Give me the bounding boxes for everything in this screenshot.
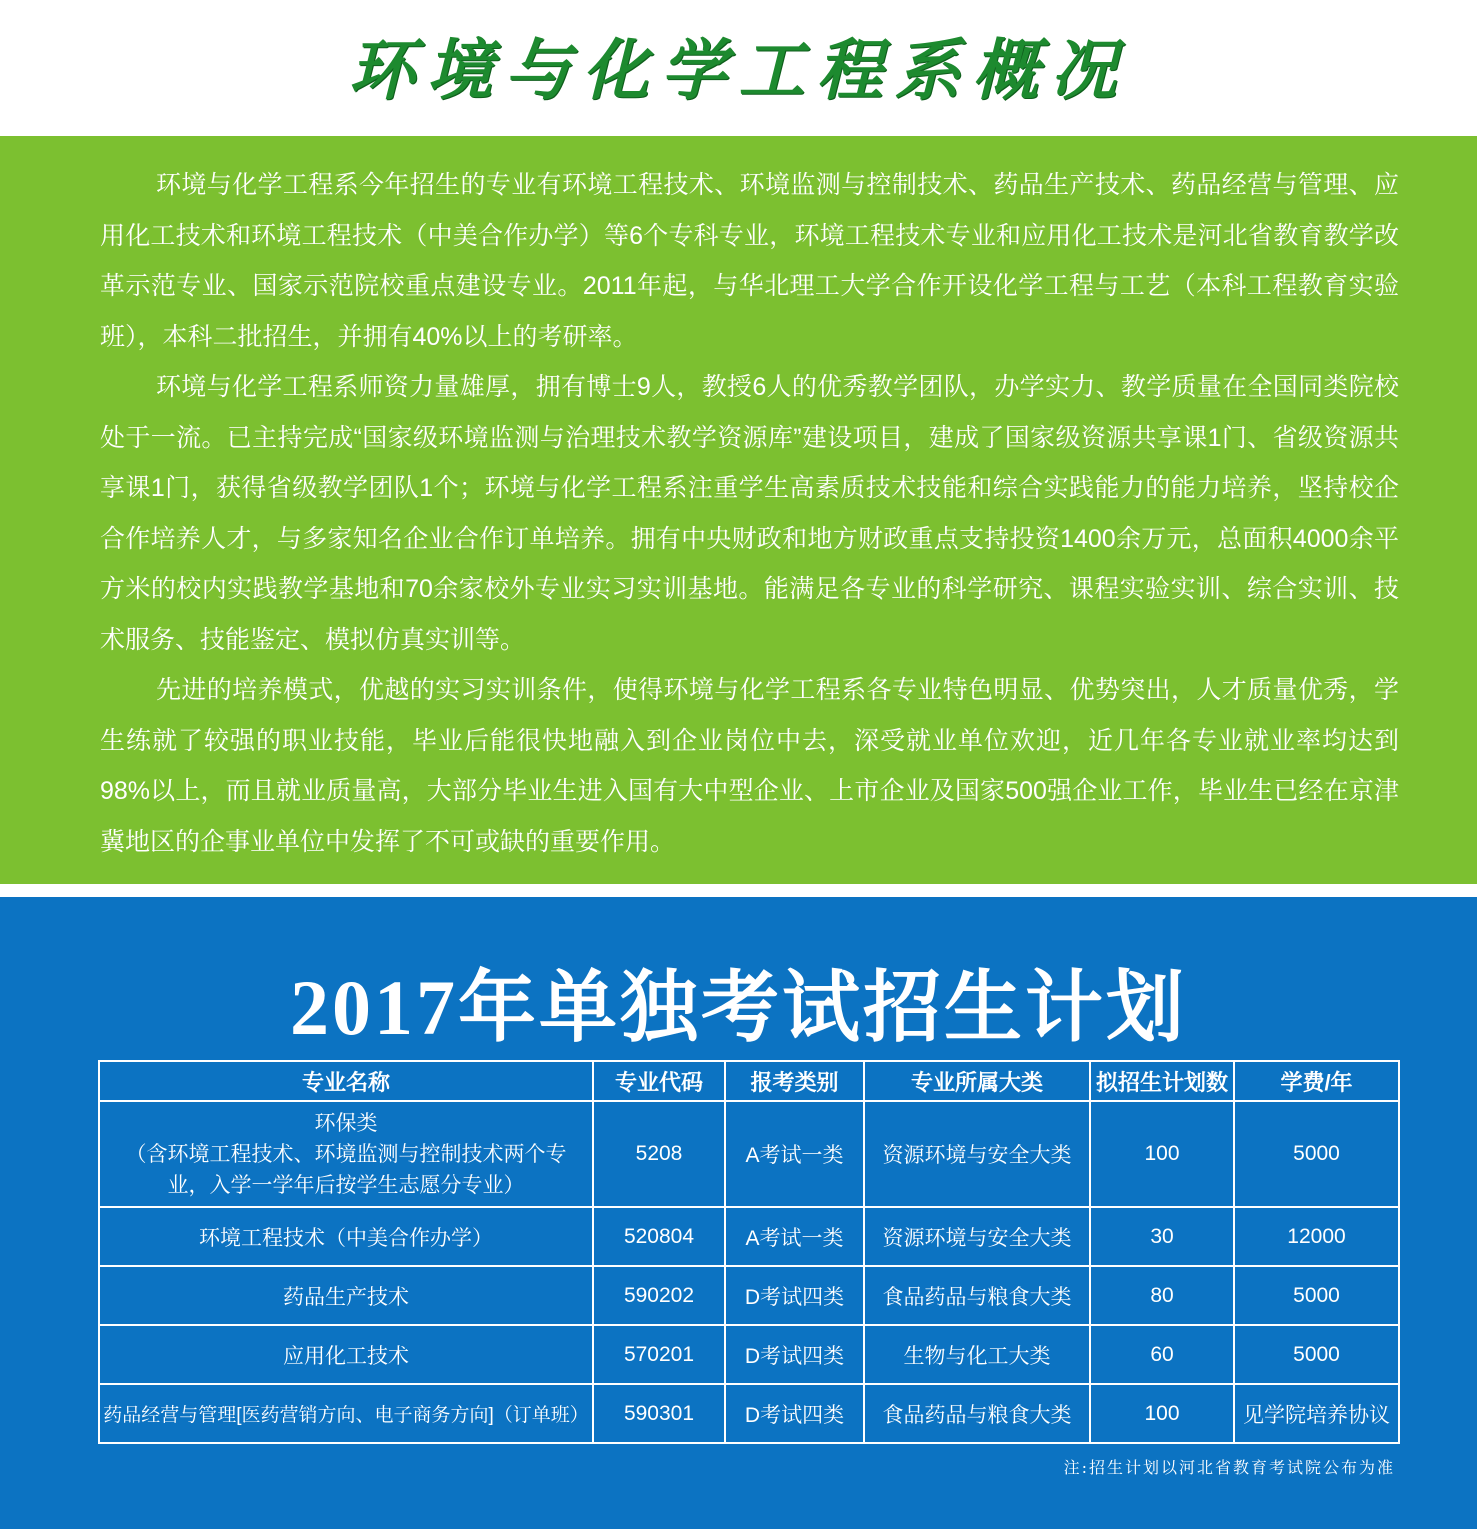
intro-paragraph-3: 先进的培养模式，优越的实习实训条件，使得环境与化学工程系各专业特色明显、优势突出，人才质量优秀，学生练就了较强的职业技能，毕业后能很快地融入到企业岗位中去，深受就业单位欢迎，近几年各专业就业率均达到98%以上，而且就业质量高，大部分毕业生进入国有大中型企业、上市企业及国家500强企业工作，毕业生已经在京津冀地区的企事业单位中发挥了不可或缺的重要作用。 <box>100 676 1399 856</box>
cell-tuition: 5000 <box>1234 1325 1399 1384</box>
cell-major-class: 资源环境与安全大类 <box>864 1207 1090 1266</box>
cell-tuition: 5000 <box>1234 1266 1399 1325</box>
table-row <box>99 1266 1399 1325</box>
cell-major-code: 590301 <box>593 1384 725 1443</box>
cell-major-name: 药品生产技术 <box>99 1266 593 1325</box>
footnote: 注:招生计划以河北省教育考试院公布为准 <box>1063 1458 1395 1477</box>
cell-quota: 60 <box>1090 1325 1234 1384</box>
intro-section <box>0 136 1477 884</box>
cell-exam-category: A考试一类 <box>725 1101 864 1207</box>
cell-major-name: 环境工程技术（中美合作办学） <box>99 1207 593 1266</box>
cell-tuition: 5000 <box>1234 1101 1399 1207</box>
plan-title: 2017年单独考试招生计划 <box>289 964 1187 1051</box>
table-row <box>99 1384 1399 1443</box>
cell-major-code: 520804 <box>593 1207 725 1266</box>
cell-quota: 100 <box>1090 1101 1234 1207</box>
cell-quota: 100 <box>1090 1384 1234 1443</box>
table-header-row <box>99 1061 1399 1101</box>
cell-major-code: 570201 <box>593 1325 725 1384</box>
table-row <box>99 1101 1399 1207</box>
cell-quota: 80 <box>1090 1266 1234 1325</box>
cell-major-name <box>99 1101 593 1207</box>
header-exam-category: 报考类别 <box>725 1061 864 1101</box>
table-row <box>99 1207 1399 1266</box>
table-row <box>99 1325 1399 1384</box>
major-name-line: 业，入学一学年后按学生志愿分专业） <box>167 1173 525 1197</box>
page-title: 环境与化学工程系概况 <box>348 30 1129 109</box>
major-name-line: 环保类 <box>314 1111 378 1135</box>
cell-major-class: 食品药品与粮食大类 <box>864 1384 1090 1443</box>
major-name-line: （含环境工程技术、环境监测与控制技术两个专 <box>125 1142 567 1166</box>
cell-exam-category: D考试四类 <box>725 1325 864 1384</box>
header-major-code: 专业代码 <box>593 1061 725 1101</box>
header-tuition: 学费/年 <box>1234 1061 1399 1101</box>
cell-major-class: 食品药品与粮食大类 <box>864 1266 1090 1325</box>
header-major-class: 专业所属大类 <box>864 1061 1090 1101</box>
intro-paragraph-1: 环境与化学工程系今年招生的专业有环境工程技术、环境监测与控制技术、药品生产技术、药品经营与管理、应用化工技术和环境工程技术（中美合作办学）等6个专科专业，环境工程技术专业和应用化工技术是河北省教育教学改革示范专业、国家示范院校重点建设专业。2011年起，与华北理工大学合作开设化学工程与工艺（本科工程教育实验班），本科二批招生，并拥有40%以上的考研率。 <box>100 171 1399 351</box>
enrollment-plan-table <box>98 1060 1400 1444</box>
cell-major-code: 590202 <box>593 1266 725 1325</box>
header-quota: 拟招生计划数 <box>1090 1061 1234 1101</box>
cell-exam-category: D考试四类 <box>725 1266 864 1325</box>
cell-major-name: 药品经营与管理[医药营销方向、电子商务方向]（订单班） <box>99 1384 593 1443</box>
cell-tuition: 12000 <box>1234 1207 1399 1266</box>
enrollment-plan-section <box>0 897 1477 1529</box>
header-major-name: 专业名称 <box>99 1061 593 1101</box>
cell-exam-category: D考试四类 <box>725 1384 864 1443</box>
cell-tuition: 见学院培养协议 <box>1234 1384 1399 1443</box>
cell-major-name: 应用化工技术 <box>99 1325 593 1384</box>
cell-quota: 30 <box>1090 1207 1234 1266</box>
header-banner <box>0 0 1477 136</box>
cell-exam-category: A考试一类 <box>725 1207 864 1266</box>
intro-paragraph-2: 环境与化学工程系师资力量雄厚，拥有博士9人，教授6人的优秀教学团队，办学实力、教学质量在全国同类院校处于一流。已主持完成“国家级环境监测与治理技术教学资源库”建设项目，建成了国家级资源共享课1门、省级资源共享课1门，获得省级教学团队1个；环境与化学工程系注重学生高素质技术技能和综合实践能力的能力培养，坚持校企合作培养人才，与多家知名企业合作订单培养。拥有中央财政和地方财政重点支持投资1400余万元，总面积4000余平方米的校内实践教学基地和70余家校外专业实习实训基地。能满足各专业的科学研究、课程实验实训、综合实训、技术服务、技能鉴定、模拟仿真实训等。 <box>100 373 1399 654</box>
cell-major-code: 5208 <box>593 1101 725 1207</box>
cell-major-class: 资源环境与安全大类 <box>864 1101 1090 1207</box>
cell-major-class: 生物与化工大类 <box>864 1325 1090 1384</box>
